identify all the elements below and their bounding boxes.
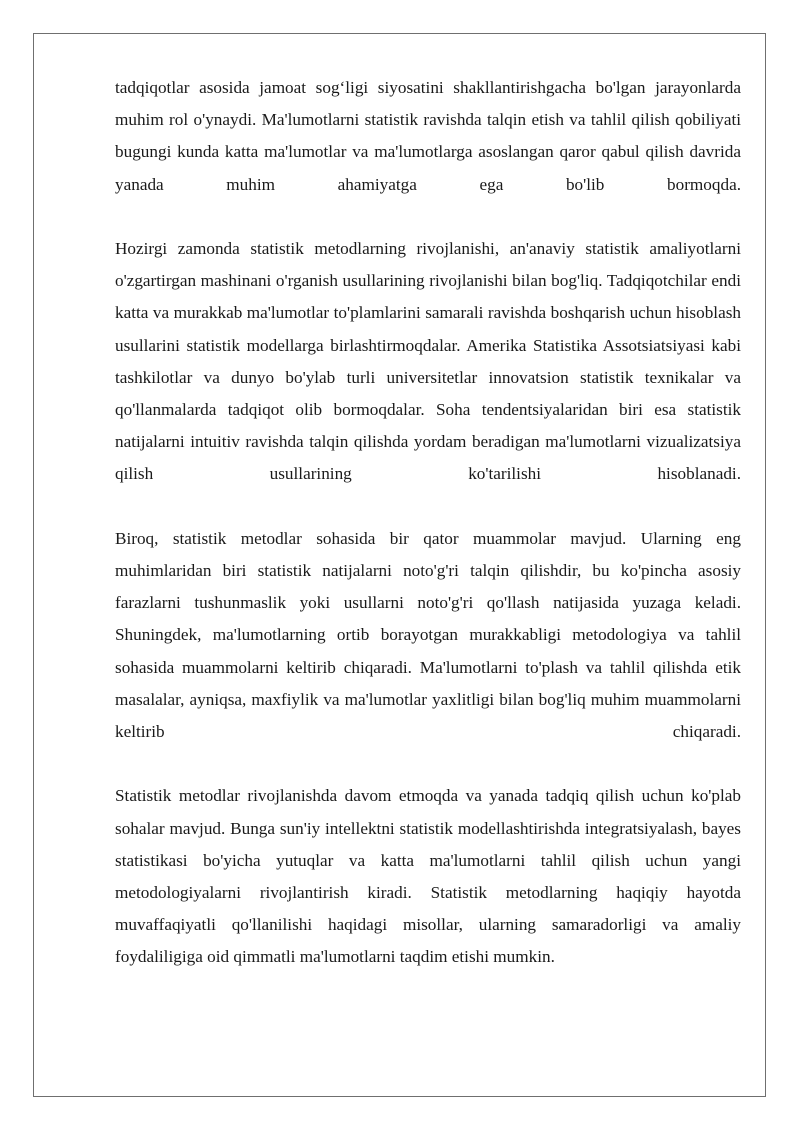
document-body [115,72,741,974]
paragraph-2: Hozirgi zamonda statistik metodlarning rivojlanishi, an'anaviy statistik amaliyotlarni o'zgartirgan mashinani o'rganish usullarining rivojlanishi bilan bog'liq. Tadqiqotchilar endi katta va murakkab ma'lumotlar to'plamlarini samarali ravishda boshqarish uchun hisoblash usullarini statistik modellarga birlashtirmoqdalar. Amerika Statistika Assotsiatsiyasi kabi tashkilotlar va dunyo bo'ylab turli universitetlar innovatsion statistik texnikalar va qo'llanmalarda tadqiqot olib bormoqdalar. Soha tendentsiyalaridan biri esa statistik natijalarni intuitiv ravishda talqin qilishda yordam beradigan ma'lumotlarni vizualizatsiya qilish usullarining ko'tarilishi hisoblanadi. [115,239,741,484]
paragraph-spacer [115,491,741,523]
paragraph-spacer [115,201,741,233]
paragraph-1: tadqiqotlar asosida jamoat sog‘ligi siyosatini shakllantirishgacha bo'lgan jarayonlarda muhim rol o'ynaydi. Ma'lumotlarni statistik ravishda talqin etish va tahlil qilish qobiliyati bugungi kunda katta ma'lumotlar va ma'lumotlarga asoslangan qaror qabul qilish davrida yanada muhim ahamiyatga ega bo'lib bormoqda. [115,78,741,194]
paragraph-4: Statistik metodlar rivojlanishda davom etmoqda va yanada tadqiq qilish uchun ko'plab sohalar mavjud. Bunga sun'iy intellektni statistik modellashtirishda integratsiyalash, bayes statistikasi bo'yicha yutuqlar va katta ma'lumotlarni tahlil qilish uchun yangi metodologiyalarni rivojlantirish kiradi. Statistik metodlarning haqiqiy hayotda muvaffaqiyatli qo'llanilishi haqidagi misollar, ularning samaradorligi va amaliy foydaliligiga oid qimmatli ma'lumotlarni taqdim etishi mumkin. [115,786,741,967]
paragraph-spacer [115,748,741,780]
paragraph-3: Biroq, statistik metodlar sohasida bir qator muammolar mavjud. Ularning eng muhimlaridan biri statistik natijalarni noto'g'ri talqin qilishdir, bu ko'pincha asosiy farazlarni tushunmaslik yoki usullarni noto'g'ri qo'llash natijasida yuzaga keladi. Shuningdek, ma'lumotlarning ortib borayotgan murakkabligi metodologiya va tahlil sohasida muammolarni keltirib chiqaradi. Ma'lumotlarni to'plash va tahlil qilishda etik masalalar, ayniqsa, maxfiylik va ma'lumotlar yaxlitligi bilan bog'liq muhim muammolarni keltirib chiqaradi. [115,528,741,742]
